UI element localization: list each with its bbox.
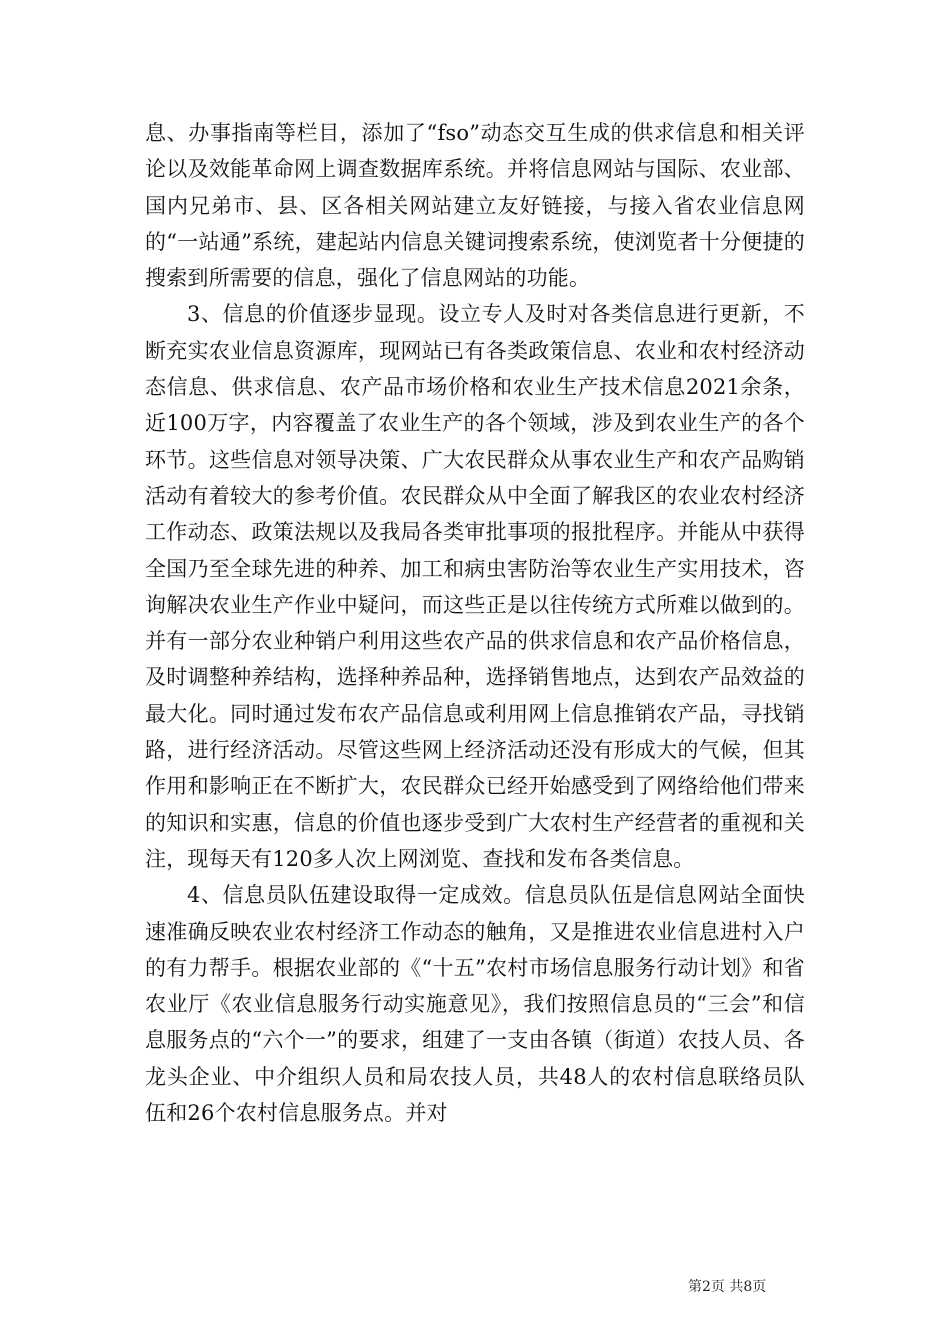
paragraph-item-4: 4、信息员队伍建设取得一定成效。信息员队伍是信息网站全面快速准确反映农业农村经济工作动态的触角，又是推进农业信息进村入户的有力帮手。根据农业部的《“十五”农村市场信息服务行动计划》和省农业厅《农业信息服务行动实施意见》，我们按照信息员的“三会”和信息服务点的“六个一”的要求，组建了一支由各镇（街道）农技人员、各龙头企业、中介组织人员和局农技人员，共48人的农村信息联络员队伍和26个农村信息服务点。并对 bbox=[145, 883, 805, 1126]
document-body bbox=[145, 115, 805, 1131]
page-number-label: 第2页 共8页 bbox=[688, 1279, 767, 1295]
paragraph-item-3: 3、信息的价值逐步显现。设立专人及时对各类信息进行更新，不断充实农业信息资源库，现网站已有各类政策信息、农业和农村经济动态信息、供求信息、农产品市场价格和农业生产技术信息2021余条，近100万字，内容覆盖了农业生产的各个领域，涉及到农业生产的各个环节。这些信息对领导决策、广大农民群众从事农业生产和农产品购销活动有着较大的参考价值。农民群众从中全面了解我区的农业农村经济工作动态、政策法规以及我局各类审批事项的报批程序。并能从中获得全国乃至全球先进的种养、加工和病虫害防治等农业生产实用技术，咨询解决农业生产作业中疑问，而这些正是以往传统方式所难以做到的。并有一部分农业种销户利用这些农产品的供求信息和农产品价格信息，及时调整种养结构，选择种养品种，选择销售地点，达到农产品效益的最大化。同时通过发布农产品信息或利用网上信息推销农产品，寻找销路，进行经济活动。尽管这些网上经济活动还没有形成大的气候，但其作用和影响正在不断扩大，农民群众已经开始感受到了网络给他们带来的知识和实惠，信息的价值也逐步受到广大农村生产经营者的重视和关注，现每天有120多人次上网浏览、查找和发布各类信息。 bbox=[145, 302, 805, 871]
paragraph-continued: 息、办事指南等栏目，添加了“fso”动态交互生成的供求信息和相关评论以及效能革命网上调查数据库系统。并将信息网站与国际、农业部、国内兄弟市、县、区各相关网站建立友好链接，与接入省农业信息网的“一站通”系统，建起站内信息关键词搜索系统，使浏览者十分便捷的搜索到所需要的信息，强化了信息网站的功能。 bbox=[145, 121, 805, 291]
